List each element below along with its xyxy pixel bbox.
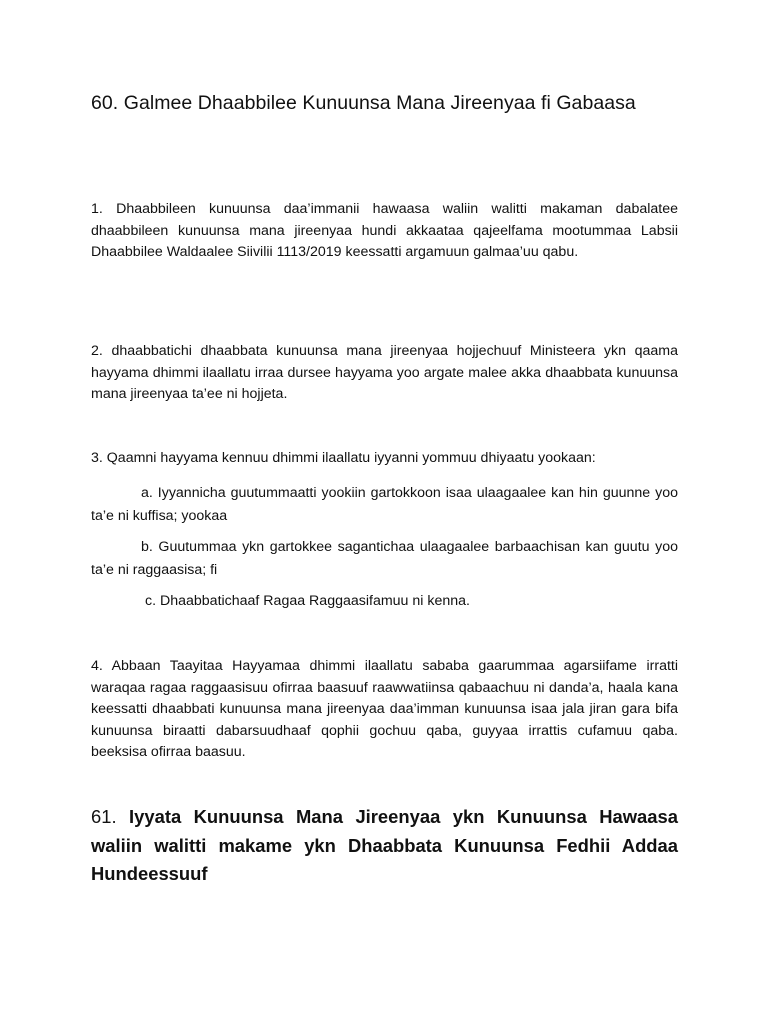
paragraph-4: 4. Abbaan Taayitaa Hayyamaa dhimmi ilaallatu sababa gaarummaa agarsiifame irratti waraqaa ragaa raggaasisuu ofirraa baasuuf raawwatiinsa qabaachuu ni danda’a, haala kana keessatti dhaabbati kunuunsa mana jireenyaa daa’imman kunuunsa isaa jala jiran gara bifa kunuunsa biraatti dabarsuudhaaf qophii gochuu qaba, guyyaa irrattis cufamuu qaba. beeksisa ofirraa baasuu. <box>91 658 678 760</box>
paragraph-1: 1. Dhaabbileen kunuunsa daa’immanii hawaasa waliin walitti makaman dabalatee dhaabbileen kunuunsa mana jireenyaa hundi akkaataa qajeelfama mootummaa Labsii Dhaabbilee Waldaalee Siivilii 1113/2019 keessatti argamuun galmaa’uu qabu. <box>91 201 678 260</box>
section-60-title: 60. Galmee Dhaabbilee Kunuunsa Mana Jireenyaa fi Gabaasa <box>91 92 636 114</box>
section-61-title: Iyyata Kunuunsa Mana Jireenyaa ykn Kunuunsa Hawaasa waliin walitti makame ykn Dhaabbata Kunuunsa Fedhii Addaa Hundeessuuf <box>91 806 678 884</box>
paragraph-3b <box>91 536 678 581</box>
paragraph-3-intro: 3. Qaamni hayyama kennuu dhimmi ilaallatu iyyanni yommuu dhiyaatu yookaan: <box>91 450 596 466</box>
section-61-number: 61. <box>91 806 117 827</box>
paragraph-2: 2. dhaabbatichi dhaabbata kunuunsa mana jireenyaa hojjechuuf Ministeera ykn qaama hayyama dhimmi ilaallatu irraa dursee hayyama yoo argate malee akka dhaabbata kunuunsa mana jireenyaa ta’ee ni hojjeta. <box>91 343 678 402</box>
paragraph-3a <box>91 482 678 527</box>
paragraph-3b-text: b. Guutummaa ykn gartokkee sagantichaa ulaagaalee barbaachisan kan guutu yoo ta’e ni raggaasisa; fi <box>91 539 678 578</box>
paragraph-3a-text: a. Iyyannicha guutummaatti yookiin gartokkoon isaa ulaagaalee kan hin guunne yoo ta’e ni kuffisa; yookaa <box>91 485 678 524</box>
section-61-heading <box>91 803 678 889</box>
paragraph-3c: c. Dhaabbatichaaf Ragaa Raggaasifamuu ni kenna. <box>145 593 470 609</box>
